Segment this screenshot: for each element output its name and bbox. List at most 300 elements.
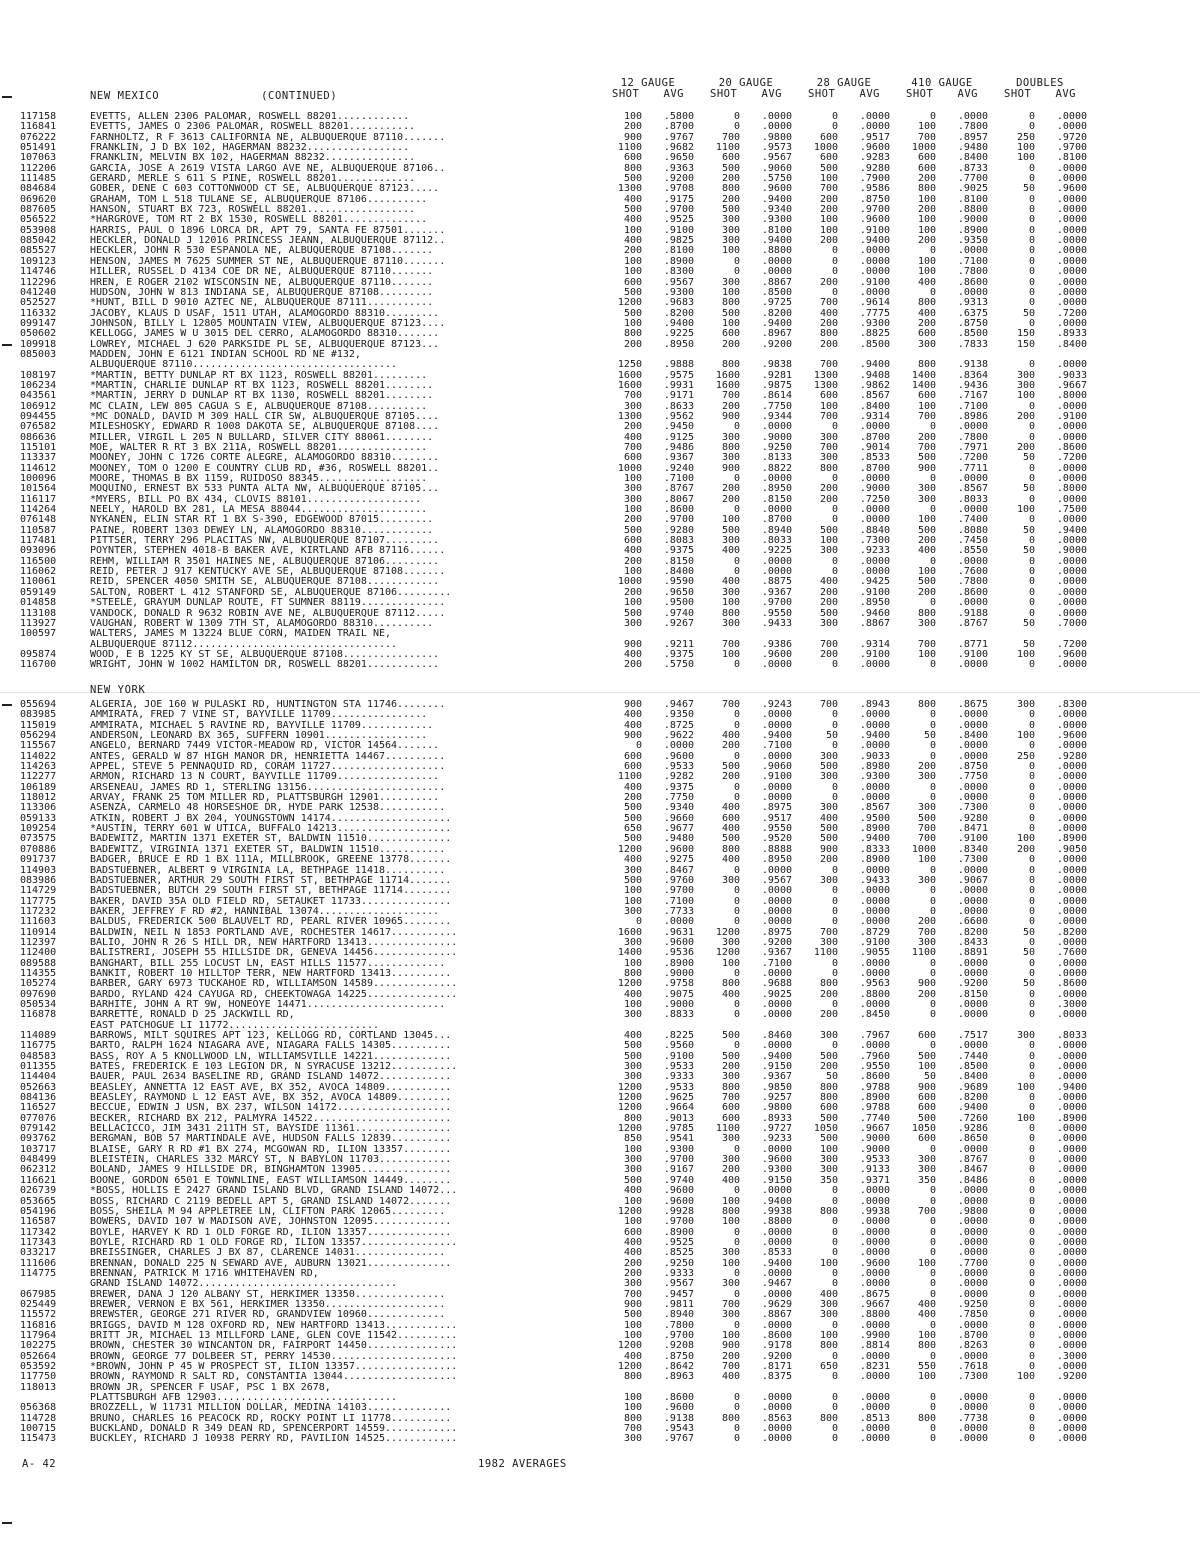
avg-20-gauge: .8933 [761,1112,792,1124]
avg-12-gauge: .7100 [663,895,694,907]
shot-410-gauge: 300 [917,771,936,783]
member-id: 116700 [20,659,57,671]
shot-doubles: 0 [1028,1154,1035,1166]
avg-28-gauge: .9460 [859,607,890,619]
avg-410-gauge: .0000 [957,1195,988,1207]
member-name-address: BROZZELL, W 11731 MILLION DOLLAR, MEDINA 14103.............. [90,1403,452,1414]
avg-410-gauge: .7971 [957,442,988,453]
shot-doubles: 0 [1028,709,1035,721]
avg-410-gauge: .0000 [957,111,988,122]
shot-label: SHOT [612,88,640,100]
member-id: 113108 [20,607,57,619]
shot-20-gauge: 0 [733,709,740,721]
avg-410-gauge: .0000 [957,1236,988,1248]
member-id: 095874 [20,648,57,660]
member-name-address: ATKIN, ROBERT J BX 204, YOUNGSTOWN 14174.................... [90,813,452,824]
shot-20-gauge: 0 [733,1392,740,1404]
table-row [0,1031,1200,1041]
avg-28-gauge: .9600 [859,214,890,226]
member-id: 114746 [20,266,57,278]
avg-28-gauge: .9400 [859,359,890,371]
member-name-address: BOWERS, DAVID 107 W MADISON AVE, JOHNSTON 12095............. [90,1217,452,1228]
avg-20-gauge: .0000 [761,266,792,278]
table-row [0,515,1200,525]
member-id: 100715 [20,1423,57,1435]
shot-20-gauge: 700 [721,1092,740,1104]
member-name-address: HARRIS, PAUL O 1896 LORCA DR, APT 79, SANTA FE 87501....... [90,225,446,236]
avg-12-gauge: .8900 [663,957,694,969]
avg-410-gauge: .0000 [957,864,988,876]
member-name-address: REHM, WILLIAM R 3501 HAINES NE, ALBUQUERQUE 87106......... [90,556,440,567]
shot-28-gauge: 0 [831,957,838,969]
shot-28-gauge: 700 [819,926,838,938]
shot-label: SHOT [710,88,738,100]
avg-410-gauge: .9350 [957,235,988,247]
shot-410-gauge: 0 [929,905,936,917]
member-name-address: BUCKLEY, RICHARD J 10938 PERRY RD, PAVILION 14525............ [90,1434,458,1445]
member-id: 043561 [20,390,57,402]
avg-12-gauge: .9600 [663,1195,694,1207]
avg-410-gauge: .0000 [957,1009,988,1021]
shot-20-gauge: 0 [733,967,740,979]
shot-12-gauge: 600 [623,452,642,464]
shot-12-gauge: 400 [623,431,642,443]
shot-28-gauge: 650 [819,1361,838,1372]
shot-410-gauge: 700 [917,131,936,143]
shot-410-gauge: 100 [917,214,936,226]
member-name-address: HECKLER, JOHN R 530 ESPANOLA NE, ALBUQUERQUE 87108....... [90,246,434,257]
avg-12-gauge: .9600 [663,936,694,948]
shot-12-gauge: 200 [623,1257,642,1269]
shot-28-gauge: 0 [831,473,838,485]
shot-doubles: 0 [1028,1164,1035,1176]
avg-410-gauge: .0000 [957,421,988,433]
shot-410-gauge: 300 [917,1154,936,1166]
avg-28-gauge: .9100 [859,936,890,948]
member-name-address: BREWSTER, GEORGE 271 RIVER RD, GRANDVIEW 10960............. [90,1310,446,1321]
shot-20-gauge: 500 [721,307,740,319]
avg-20-gauge: .9367 [761,947,792,959]
shot-410-gauge: 0 [929,719,936,731]
table-row [0,226,1200,236]
member-id: 116527 [20,1102,57,1114]
avg-28-gauge: .8980 [859,761,890,773]
shot-410-gauge: 100 [917,854,936,866]
avg-doubles: .0000 [1056,792,1087,804]
shot-28-gauge: 0 [831,1040,838,1052]
avg-doubles: .7200 [1056,638,1087,650]
shot-20-gauge: 100 [721,1195,740,1207]
avg-410-gauge: .0000 [957,1392,988,1404]
member-name-address: ALBUQUERQUE 87112.................................. [90,639,398,650]
shot-doubles: 50 [1022,307,1035,319]
shot-12-gauge: 400 [623,545,642,557]
avg-28-gauge: .9300 [859,317,890,329]
avg-410-gauge: .0000 [957,1423,988,1435]
shot-28-gauge: 300 [819,617,838,629]
avg-12-gauge: .7100 [663,473,694,485]
avg-28-gauge: .0000 [859,885,890,897]
avg-doubles: .8033 [1056,1030,1087,1041]
member-name-address: ALGERIA, JOE 160 W PULASKI RD, HUNTINGTON STA 11746........ [90,700,446,710]
table-row [0,350,1200,360]
avg-12-gauge: .9811 [663,1298,694,1310]
member-name-address: BRENNAN, DONALD 225 N SEWARD AVE, AUBURN 13021.............. [90,1258,452,1269]
shot-20-gauge: 500 [721,162,740,174]
member-name-address: FRANKLIN, MELVIN BX 102, HAGERMAN 88232............... [90,153,416,164]
shot-12-gauge: 800 [623,1112,642,1124]
shot-12-gauge: 800 [623,1371,642,1383]
shot-label: SHOT [808,88,836,100]
column-header-20-gauge [706,78,786,100]
shot-doubles: 0 [1028,1278,1035,1290]
avg-410-gauge: .7850 [957,1309,988,1321]
member-id: 115567 [20,740,57,752]
avg-20-gauge: .0000 [761,1402,792,1414]
member-name-address: EVETTS, JAMES O 2306 PALOMAR, ROSWELL 88201........... [90,122,416,133]
shot-doubles: 0 [1028,1143,1035,1155]
member-name-address: BAUER, PAUL 2634 BASELINE RD, GRAND ISLAND 14072............ [90,1072,452,1083]
avg-20-gauge: .8171 [761,1361,792,1372]
shot-doubles: 0 [1028,586,1035,598]
avg-12-gauge: .9275 [663,854,694,866]
avg-28-gauge: .0000 [859,1433,890,1445]
shot-20-gauge: 600 [721,1102,740,1114]
member-name-address: *HARGROVE, TOM RT 2 BX 1530, ROSWELL 88201.............. [90,215,428,226]
avg-28-gauge: .9233 [859,545,890,557]
table-row [0,855,1200,865]
shot-28-gauge: 200 [819,193,838,205]
avg-doubles: .0000 [1056,957,1087,969]
member-name-address: ALBUQUERQUE 87110.................................. [90,360,398,371]
shot-12-gauge: 1200 [617,1205,642,1217]
avg-28-gauge: .0000 [859,916,890,928]
column-title: 20 GAUGE [718,77,774,89]
shot-28-gauge: 700 [819,699,838,710]
shot-28-gauge: 0 [831,1236,838,1248]
avg-20-gauge: .9400 [761,1050,792,1062]
member-id: 053908 [20,224,57,236]
avg-label: AVG [761,88,782,100]
shot-20-gauge: 400 [721,730,740,742]
member-id: 056522 [20,214,57,226]
shot-410-gauge: 1400 [911,379,936,391]
member-id: 114775 [20,1267,57,1279]
avg-20-gauge: .8940 [761,524,792,536]
avg-20-gauge: .0000 [761,1185,792,1197]
table-row [0,1010,1200,1020]
avg-410-gauge: .7711 [957,462,988,474]
avg-doubles: .0000 [1056,1143,1087,1155]
shot-20-gauge: 700 [721,131,740,143]
shot-doubles: 0 [1028,421,1035,433]
shot-410-gauge: 100 [917,121,936,133]
avg-12-gauge: .8525 [663,1247,694,1259]
member-name-address: VAUGHAN, ROBERT W 1309 7TH ST, ALAMOGORDO 88310.......... [90,618,434,629]
member-id: 048583 [20,1050,57,1062]
avg-doubles: .0000 [1056,1185,1087,1197]
margin-tick [2,96,12,98]
avg-doubles: .0000 [1056,245,1087,257]
avg-12-gauge: .8067 [663,493,694,505]
shot-28-gauge: 300 [819,771,838,783]
table-row [0,1000,1200,1010]
avg-28-gauge: .0000 [859,1402,890,1414]
avg-12-gauge: .8225 [663,1030,694,1041]
shot-20-gauge: 0 [733,111,740,122]
table-row [0,153,1200,163]
member-id: 103717 [20,1143,57,1155]
avg-28-gauge: .9667 [859,1298,890,1310]
avg-20-gauge: .0000 [761,1009,792,1021]
shot-410-gauge: 100 [917,1371,936,1383]
avg-410-gauge: .0000 [957,555,988,567]
avg-410-gauge: .0000 [957,1143,988,1155]
shot-410-gauge: 100 [917,1329,936,1341]
member-id: 110914 [20,926,57,938]
avg-12-gauge: .8900 [663,1226,694,1238]
avg-410-gauge: .7700 [957,1257,988,1269]
avg-doubles: .9000 [1056,545,1087,557]
shot-12-gauge: 900 [623,131,642,143]
avg-12-gauge: .9600 [663,843,694,855]
avg-20-gauge: .9600 [761,1154,792,1166]
member-id: 067985 [20,1288,57,1300]
avg-20-gauge: .9400 [761,1195,792,1207]
avg-28-gauge: .0000 [859,1185,890,1197]
shot-20-gauge: 200 [721,771,740,783]
shot-20-gauge: 0 [733,895,740,907]
shot-doubles: 0 [1028,1102,1035,1114]
shot-410-gauge: 600 [917,1030,936,1041]
shot-12-gauge: 700 [623,442,642,453]
avg-12-gauge: .9171 [663,390,694,402]
avg-28-gauge: .0000 [859,245,890,257]
avg-12-gauge: .9225 [663,328,694,340]
avg-410-gauge: .9100 [957,648,988,660]
avg-28-gauge: .9133 [859,1164,890,1176]
table-row [0,1414,1200,1424]
member-id: 117775 [20,895,57,907]
shot-20-gauge: 100 [721,286,740,298]
avg-20-gauge: .0000 [761,998,792,1010]
member-name-address: BREWER, DANA J 120 ALBANY ST, HERKIMER 13350............... [90,1289,446,1300]
avg-20-gauge: .9600 [761,183,792,195]
shot-12-gauge: 100 [623,885,642,897]
avg-20-gauge: .9300 [761,214,792,226]
table-row [0,876,1200,886]
avg-410-gauge: .0000 [957,967,988,979]
avg-20-gauge: .7100 [761,740,792,752]
avg-doubles: .7500 [1056,504,1087,516]
member-id: 113927 [20,617,57,629]
shot-410-gauge: 400 [917,545,936,557]
member-name-address: BOYLE, RICHARD RD 1 OLD FORGE RD, ILION 13357................ [90,1237,458,1248]
shot-12-gauge: 800 [623,967,642,979]
shot-12-gauge: 500 [623,833,642,845]
member-name-address: BELLACICCO, JIM 3431 211TH ST, BAYSIDE 11361................ [90,1124,452,1135]
avg-410-gauge: .0000 [957,719,988,731]
shot-410-gauge: 0 [929,1288,936,1300]
shot-doubles: 0 [1028,111,1035,122]
shot-doubles: 0 [1028,224,1035,236]
avg-doubles: .0000 [1056,936,1087,948]
avg-doubles: .7600 [1056,947,1087,959]
shot-doubles: 100 [1016,142,1035,154]
shot-20-gauge: 0 [733,1267,740,1279]
table-row [0,278,1200,288]
shot-20-gauge: 300 [721,276,740,288]
shot-410-gauge: 200 [917,916,936,928]
shot-28-gauge: 100 [819,400,838,412]
member-id: 055694 [20,699,57,710]
table-row [0,1228,1200,1238]
table-row [0,1093,1200,1103]
avg-doubles: .0000 [1056,771,1087,783]
member-id: 086636 [20,431,57,443]
avg-doubles: .0000 [1056,204,1087,216]
shot-doubles: 0 [1028,473,1035,485]
shot-12-gauge: 600 [623,761,642,773]
shot-28-gauge: 0 [831,740,838,752]
shot-20-gauge: 100 [721,317,740,329]
avg-12-gauge: .9650 [663,152,694,164]
member-name-address: BADEWITZ, MARTIN 1371 EXETER ST, BALDWIN 11510.............. [90,834,452,845]
avg-doubles: .3000 [1056,1350,1087,1362]
avg-doubles: .0000 [1056,1133,1087,1145]
avg-20-gauge: .9400 [761,1257,792,1269]
shot-28-gauge: 700 [819,442,838,453]
member-name-address: MOORE, THOMAS B BX 1159, RUIDOSO 88345.................. [90,474,428,485]
table-row [0,567,1200,577]
shot-410-gauge: 700 [917,823,936,835]
shot-12-gauge: 400 [623,1030,642,1041]
shot-12-gauge: 400 [623,988,642,1000]
shot-12-gauge: 1100 [617,142,642,154]
table-row [0,1238,1200,1248]
shot-20-gauge: 300 [721,224,740,236]
shot-doubles: 250 [1016,750,1035,762]
table-row [0,546,1200,556]
table-row [0,505,1200,515]
avg-410-gauge: .0000 [957,286,988,298]
member-name-address: BOONE, GORDON 6501 E TOWNLINE, EAST WILLIAMSON 14449........ [90,1175,452,1186]
shot-12-gauge: 900 [623,730,642,742]
shot-20-gauge: 800 [721,1205,740,1217]
member-name-address: BROWN, RAYMOND R SALT RD, CONSTANTIA 13044................... [90,1372,458,1383]
member-id: 114089 [20,1030,57,1041]
member-name-address: BOYLE, HARVEY K RD 1 OLD FORGE RD, ILION 13357.............. [90,1227,452,1238]
shot-20-gauge: 800 [721,183,740,195]
avg-12-gauge: .9175 [663,193,694,205]
shot-12-gauge: 100 [623,1329,642,1341]
avg-20-gauge: .8100 [761,224,792,236]
avg-410-gauge: .7300 [957,1371,988,1383]
avg-doubles: .9400 [1056,1081,1087,1093]
avg-28-gauge: .9667 [859,1123,890,1135]
member-id: 101564 [20,483,57,495]
member-name-address: APPEL, STEVE 5 PENNAQUID RD, CORAM 11727................... [90,762,446,773]
avg-doubles: .0000 [1056,1061,1087,1073]
shot-12-gauge: 300 [623,483,642,495]
shot-doubles: 0 [1028,1174,1035,1186]
shot-410-gauge: 0 [929,659,936,671]
member-id: 093096 [20,545,57,557]
avg-20-gauge: .0000 [761,1143,792,1155]
avg-28-gauge: .9700 [859,204,890,216]
shot-12-gauge: 500 [623,1050,642,1062]
avg-12-gauge: .8100 [663,245,694,257]
avg-doubles: .0000 [1056,1009,1087,1021]
table-row [0,793,1200,803]
shot-doubles: 0 [1028,597,1035,609]
shot-12-gauge: 1200 [617,843,642,855]
member-name-address: GERARD, MERLE S 611 S PINE, ROSWELL 88201............. [90,174,416,185]
table-row [0,257,1200,267]
avg-28-gauge: .9600 [859,1257,890,1269]
avg-doubles: .0000 [1056,916,1087,928]
shot-28-gauge: 1100 [813,947,838,959]
avg-28-gauge: .0000 [859,111,890,122]
shot-410-gauge: 500 [917,812,936,824]
avg-410-gauge: .8733 [957,162,988,174]
shot-doubles: 0 [1028,998,1035,1010]
avg-doubles: .0000 [1056,1174,1087,1186]
avg-20-gauge: .0000 [761,1392,792,1404]
shot-doubles: 0 [1028,1402,1035,1414]
shot-28-gauge: 0 [831,1226,838,1238]
member-name-address: ANGELO, BERNARD 7449 VICTOR-MEADOW RD, VICTOR 14564....... [90,741,440,752]
shot-410-gauge: 0 [929,885,936,897]
shot-doubles: 300 [1016,369,1035,381]
member-id: 109123 [20,255,57,267]
avg-12-gauge: .9363 [663,162,694,174]
shot-410-gauge: 800 [917,1340,936,1352]
avg-410-gauge: .0000 [957,1267,988,1279]
avg-28-gauge: .9055 [859,947,890,959]
avg-28-gauge: .7300 [859,535,890,547]
avg-28-gauge: .8943 [859,699,890,710]
shot-20-gauge: 0 [733,659,740,671]
avg-20-gauge: .8200 [761,307,792,319]
shot-doubles: 50 [1022,638,1035,650]
avg-28-gauge: .9400 [859,730,890,742]
shot-doubles: 200 [1016,442,1035,453]
column-header-28-gauge [804,78,884,100]
table-row [0,1186,1200,1196]
avg-410-gauge: .9138 [957,359,988,371]
shot-28-gauge: 0 [831,1247,838,1259]
shot-doubles: 0 [1028,659,1035,671]
member-id: 056368 [20,1402,57,1414]
member-id: 083986 [20,874,57,886]
avg-410-gauge: .9800 [957,1205,988,1217]
shot-28-gauge: 500 [819,524,838,536]
shot-doubles: 0 [1028,297,1035,309]
avg-28-gauge: .9033 [859,750,890,762]
shot-doubles: 0 [1028,967,1035,979]
shot-20-gauge: 800 [721,297,740,309]
avg-410-gauge: .7400 [957,514,988,526]
avg-20-gauge: .0000 [761,1040,792,1052]
shot-12-gauge: 100 [623,255,642,267]
shot-doubles: 0 [1028,1433,1035,1445]
avg-20-gauge: .9257 [761,1092,792,1104]
shot-28-gauge: 600 [819,390,838,402]
avg-doubles: .9600 [1056,183,1087,195]
avg-410-gauge: .8767 [957,1154,988,1166]
avg-12-gauge: .5800 [663,111,694,122]
